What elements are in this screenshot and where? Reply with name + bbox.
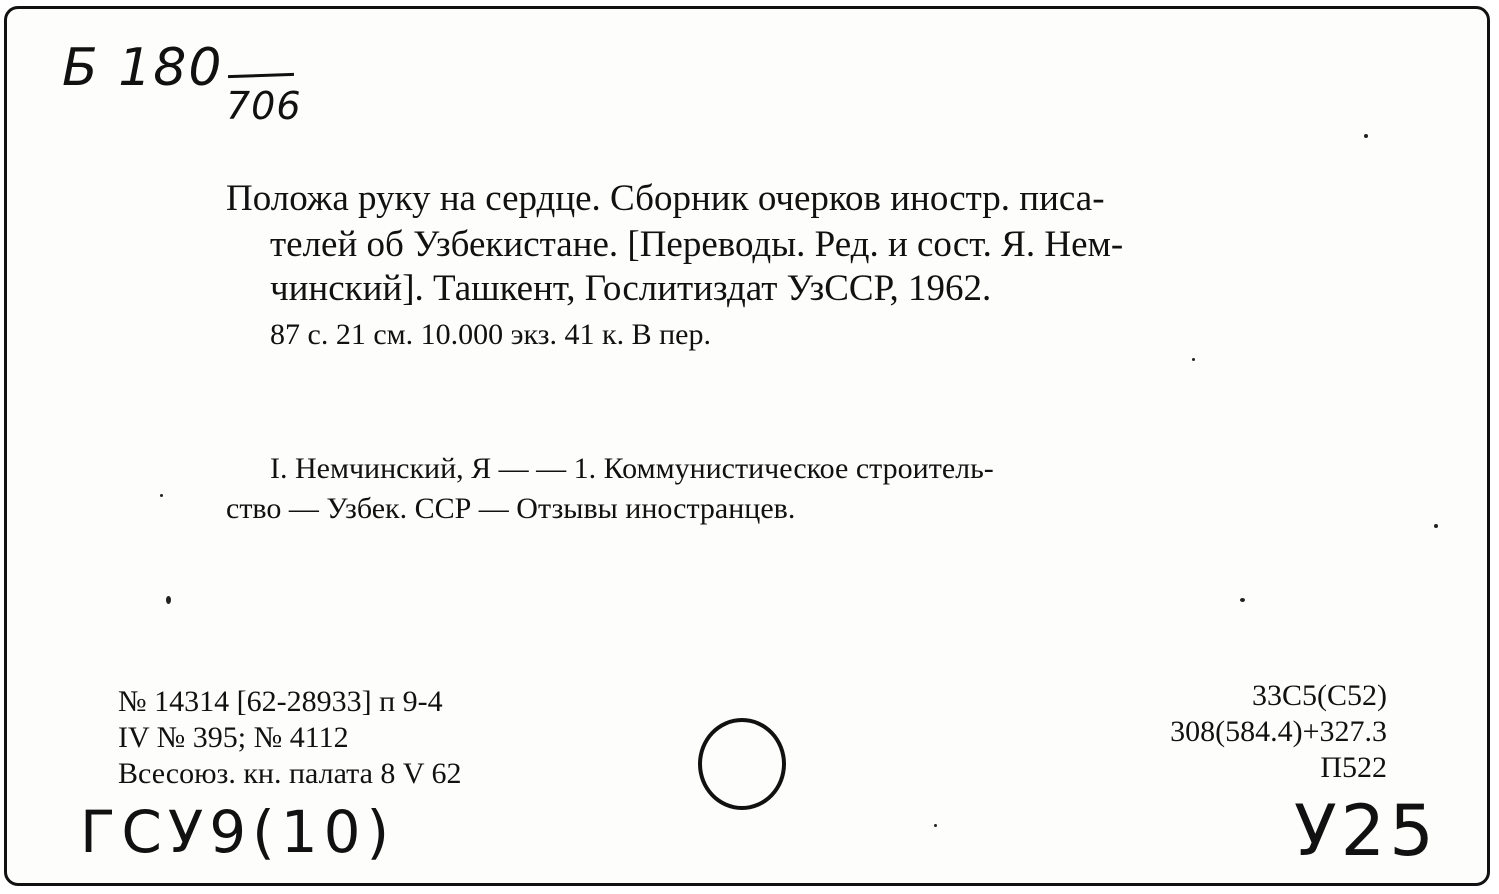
tracings-line-2: ство — Узбек. ССР — Отзывы иностранцев. — [226, 492, 796, 525]
scan-speck — [934, 824, 937, 827]
call-number-sub: 706 — [226, 84, 302, 128]
classification-line-2: 308(584.4)+327.3 — [1170, 715, 1387, 748]
scan-speck — [1240, 598, 1245, 602]
circle-stamp-icon — [698, 718, 786, 810]
handwritten-shelf-mark: ГСУ9(10) — [80, 798, 396, 866]
description-line-3: чинский]. Ташкент, Гослитиздат УзССР, 1962. — [270, 268, 992, 309]
scan-speck — [1434, 524, 1438, 528]
classification-line-1: 33С5(С52) — [1252, 679, 1387, 712]
scan-speck — [160, 494, 163, 497]
description-line-2: телей об Узбекистане. [Переводы. Ред. и сост. Я. Нем- — [270, 224, 1124, 265]
scan-speck — [1364, 134, 1368, 138]
classification-line-3: П522 — [1320, 751, 1387, 784]
scan-speck — [1192, 358, 1195, 361]
call-number-main: Б 180 — [62, 38, 224, 98]
ledger-line-1: № 14314 [62-28933] п 9-4 — [118, 685, 443, 718]
physical-description: 87 с. 21 см. 10.000 экз. 41 к. В пер. — [270, 318, 711, 351]
description-line-1: Положа руку на сердце. Сборник очерков иностр. писа- — [226, 178, 1105, 219]
ledger-line-2: IV № 395; № 4112 — [118, 721, 349, 754]
tracings-line-1: I. Немчинский, Я — — 1. Коммунистическое строитель- — [270, 452, 994, 485]
scan-speck — [166, 596, 171, 604]
handwritten-code: У25 — [1294, 790, 1438, 872]
ledger-line-3: Всесоюз. кн. палата 8 V 62 — [118, 757, 462, 790]
